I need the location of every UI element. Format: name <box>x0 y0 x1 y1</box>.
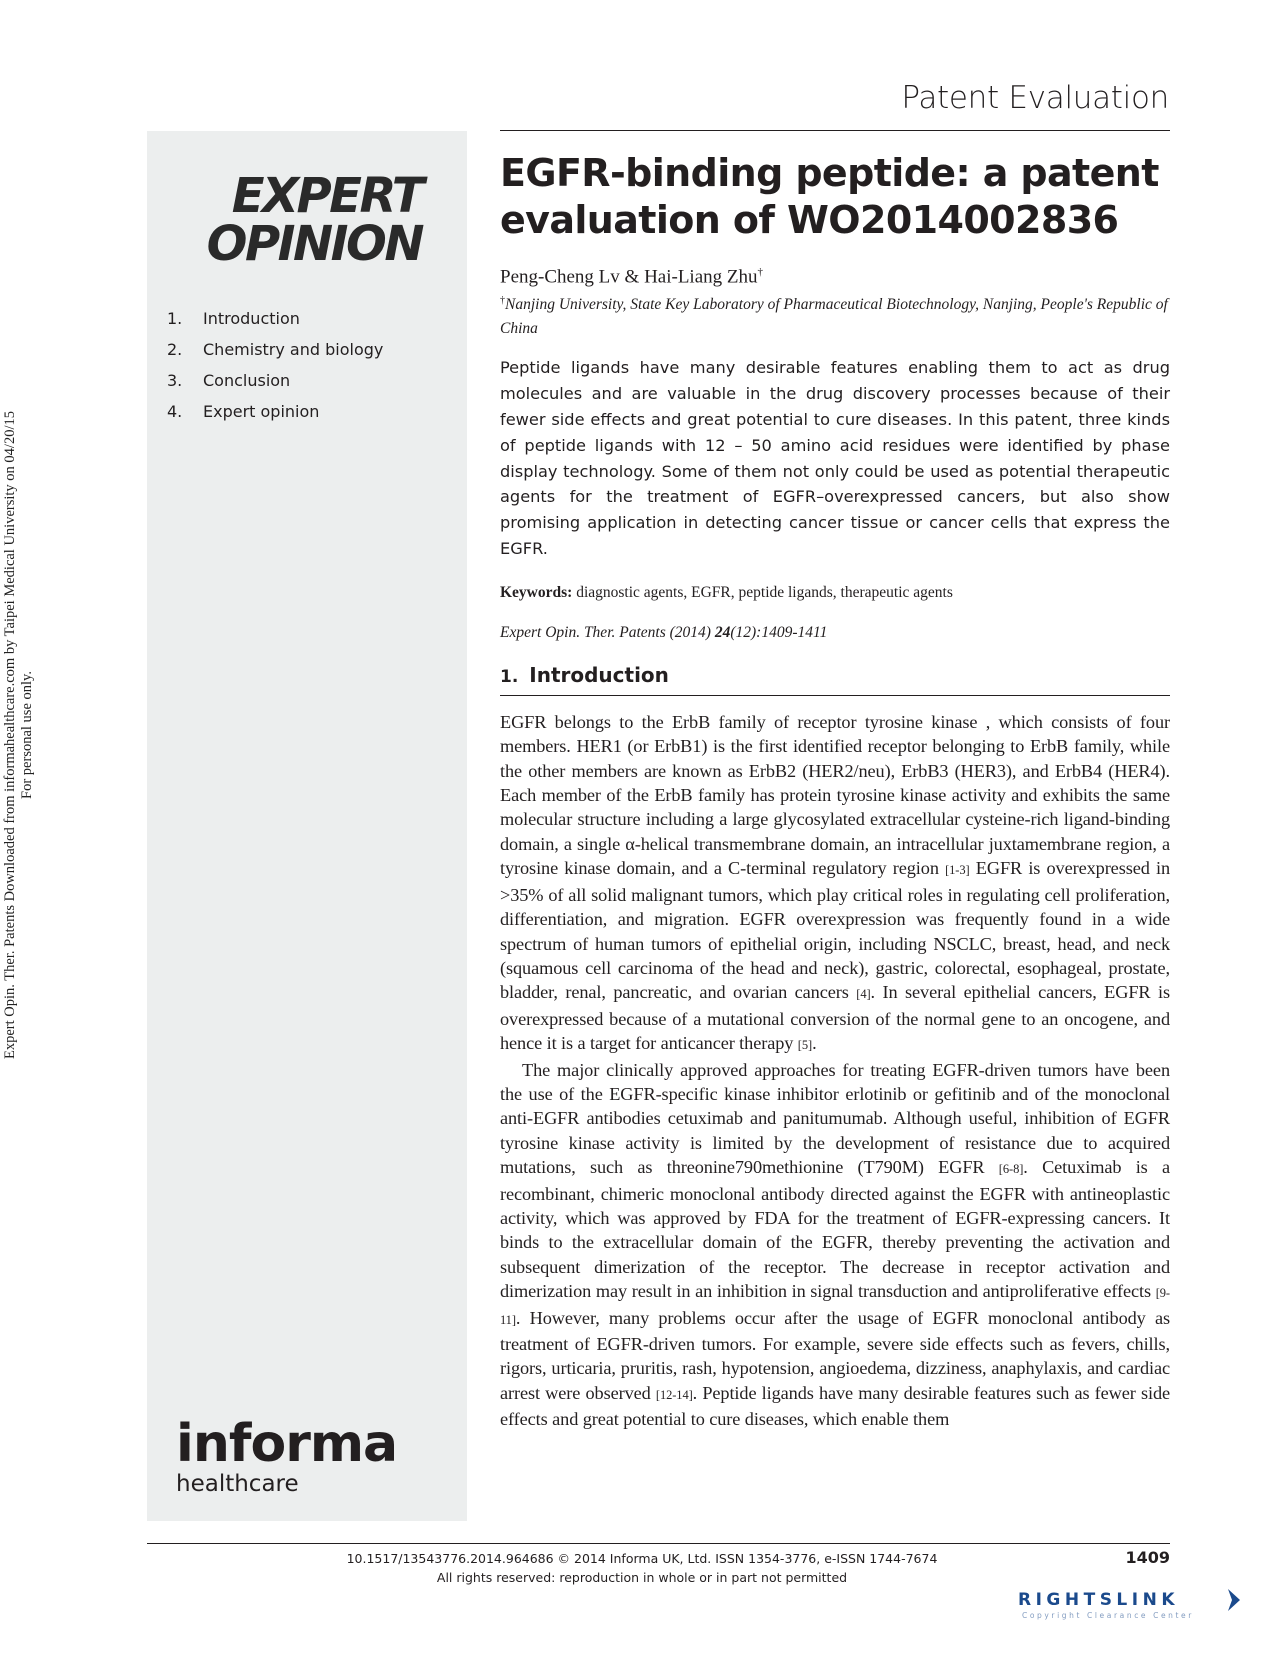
text-run: EGFR is overexpressed in >35% of all solid malignant tumors, which play critical roles in regulating cell proliferation, differentiation, and migration. EGFR overexpression was frequently found in a wide spectrum of human tumors of epithelial origin, including NSCLC, breast, head, and neck (squamous cell carcinoma of the head and neck), gastric, colorectal, esophageal, prostate, bladder, renal, pancreatic, and ovarian cancers <box>500 858 1170 1003</box>
paragraph <box>500 1058 1170 1432</box>
watermark-line-1: Expert Opin. Ther. Patents Downloaded from informahealthcare.com by Taipei Medical University on 04/20/15 <box>2 411 18 1059</box>
footer-rights-line: All rights reserved: reproduction in whole or in part not permitted <box>436 1570 848 1585</box>
body-text <box>500 710 1170 1432</box>
citation <box>500 622 1170 644</box>
publisher-logo-sub: healthcare <box>176 1471 299 1497</box>
reference-link[interactable]: [9-11] <box>500 1286 1170 1327</box>
page-number: 1409 <box>1125 1548 1170 1567</box>
text-run: EGFR belongs to the ErbB family of receptor tyrosine kinase , which consists of four members. HER1 (or ErbB1) is the first identified receptor belonging to ErbB family, while the other members are known as ErbB2 (HER2/neu), ErbB3 (HER3), and ErbB4 (HER4). Each member of the ErbB family has protein tyrosine kinase activity and exhibits the same molecular structure including a large glycosylated extracellular cysteine-rich ligand-binding domain, a single α-helical transmembrane domain, an intracellular juxtamembrane region, a tyrosine kinase domain, and a C-terminal regulatory region <box>500 711 1170 879</box>
text-run: . However, many problems occur after the usage of EGFR monoclonal antibody as treatment of EGFR-driven tumors. For example, severe side effects such as fevers, chills, rigors, urticaria, pruritis, rash, hypotension, angioedema, dizziness, anaphylaxis, and cardiac arrest were observed <box>500 1307 1170 1403</box>
text-run: . Cetuximab is a recombinant, chimeric monoclonal antibody directed against the EGFR with antineoplastic activity, which was approved by FDA for the treatment of EGFR-expressing cancers. It binds to the extracellular domain of the EGFR, thereby preventing the activation and subsequent dimerization of the receptor. The decrease in receptor activation and dimerization may result in an inhibition in signal transduction and antiproliferative effects <box>500 1157 1171 1302</box>
journal-logo <box>206 168 422 272</box>
toc-number: 3. <box>167 371 183 390</box>
footer-rule <box>147 1543 1170 1544</box>
toc-label: Chemistry and biology <box>203 340 384 359</box>
watermark-line-2: For personal use only. <box>19 671 35 799</box>
affiliation <box>500 289 1170 341</box>
toc-label: Conclusion <box>203 371 291 390</box>
authors <box>500 260 1170 289</box>
author-mark: † <box>757 266 764 278</box>
keywords-list: diagnostic agents, EGFR, peptide ligands, therapeutic agents <box>576 583 953 601</box>
text-run: . Peptide ligands have many desirable features such as fewer side effects and great potential to cure diseases, which enable them <box>500 1382 1170 1430</box>
toc-label: Introduction <box>203 309 300 328</box>
paragraph <box>500 710 1170 1058</box>
reference-link[interactable]: [6-8] <box>998 1162 1024 1177</box>
toc-item-expert-opinion[interactable] <box>167 396 383 427</box>
reference-link[interactable]: [5] <box>797 1038 813 1053</box>
keywords-label: Keywords: <box>500 583 573 601</box>
text-run: . <box>812 1033 817 1054</box>
publisher-logo: informa <box>176 1414 398 1474</box>
download-watermark <box>2 260 48 1210</box>
toc-label: Expert opinion <box>203 402 320 421</box>
affiliation-mark: † <box>500 295 505 307</box>
table-of-contents <box>167 303 383 427</box>
sidebar <box>147 131 467 1521</box>
article-title: EGFR-binding peptide: a patent evaluation of WO2014002836 <box>500 151 1159 242</box>
article <box>500 150 1170 1432</box>
reference-link[interactable]: [4] <box>856 987 871 1002</box>
toc-number: 2. <box>167 340 183 359</box>
keywords <box>500 582 1170 604</box>
section-number: 1. <box>500 666 519 687</box>
text-run: The major clinically approved approaches for treating EGFR-driven tumors have been the use of the EGFR-specific kinase inhibitor erlotinib or gefitinib and of the monoclonal anti-EGFR antibodies cetuximab and panitumumab. Although useful, inhibition of EGFR tyrosine kinase activity is limited by the development of resistance due to acquired mutations, such as threonine790methionine (T790M) EGFR <box>500 1059 1170 1178</box>
citation-journal: Expert Opin. Ther. Patents (2014) <box>500 623 711 641</box>
citation-volume: 24 <box>714 623 731 641</box>
rightslink-logo-text: RIGHTSLINK <box>1018 1590 1179 1610</box>
rightslink-logo-subtext: Copyright Clearance Center <box>1022 1611 1194 1620</box>
chevron-right-icon <box>1228 1589 1240 1611</box>
citation-pages: (12):1409-1411 <box>730 623 828 641</box>
toc-item-introduction[interactable] <box>167 303 383 334</box>
section-title: Introduction <box>529 662 669 687</box>
reference-link[interactable]: [12-14] <box>655 1387 693 1402</box>
text-run: . In several epithelial cancers, EGFR is overexpressed because of a mutational conversion of the normal gene to an oncogene, and hence it is a target for anticancer therapy <box>500 982 1170 1054</box>
abstract: Peptide ligands have many desirable features enabling them to act as drug molecules and are valuable in the drug discovery processes because of their fewer side effects and great potential to cure diseases. In this patent, three kinds of peptide ligands with 12 – 50 amino acid residues were identified by phase display technology. Some of them not only could be used as potential therapeutic agents for the treatment of EGFR–overexpressed cancers, but also show promising application in detecting cancer tissue or cancer cells that express the EGFR. <box>500 358 1170 559</box>
toc-number: 1. <box>167 309 183 328</box>
toc-number: 4. <box>167 402 183 421</box>
reference-link[interactable]: [1-3] <box>945 863 970 878</box>
toc-item-conclusion[interactable] <box>167 365 383 396</box>
rightslink-logo[interactable] <box>1018 1583 1252 1625</box>
header-rule <box>500 130 1170 131</box>
section-heading <box>500 662 1170 696</box>
journal-logo-line-2: OPINION <box>206 216 422 272</box>
footer-doi-line: 10.1517/13543776.2014.964686 © 2014 Informa UK, Ltd. ISSN 1354-3776, e-ISSN 1744-7674 <box>346 1551 938 1566</box>
journal-logo-line-1: EXPERT <box>231 168 422 224</box>
author-names: Peng-Cheng Lv & Hai-Liang Zhu <box>500 266 758 288</box>
toc-item-chemistry-and-biology[interactable] <box>167 334 383 365</box>
affiliation-text: Nanjing University, State Key Laboratory of Pharmaceutical Biotechnology, Nanjing, People's Republic of China <box>500 296 1168 338</box>
running-head: Patent Evaluation <box>901 80 1169 116</box>
